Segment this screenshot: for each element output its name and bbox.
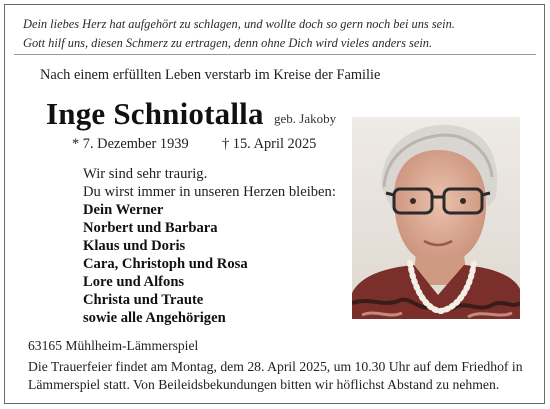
mourner: Klaus und Doris xyxy=(83,238,186,254)
deceased-name: Inge Schniotalla xyxy=(46,96,264,131)
mourner: Dein Werner xyxy=(83,202,164,218)
mourner: Cara, Christoph und Rosa xyxy=(83,256,248,272)
mourner: sowie alle Angehörigen xyxy=(83,310,226,326)
intro-text: Nach einem erfüllten Leben verstarb im Kreise der Familie xyxy=(40,67,381,83)
quote xyxy=(23,15,455,53)
mourning-line: Wir sind sehr traurig. xyxy=(83,166,208,182)
funeral-info xyxy=(28,358,523,394)
quote-line: Gott hilf uns, diesen Schmerz zu ertragen, denn ohne Dich wird vieles anders sein. xyxy=(23,36,433,50)
mourner: Norbert und Barbara xyxy=(83,220,218,236)
divider-top xyxy=(14,54,536,55)
mourner: Christa und Traute xyxy=(83,292,204,308)
birth-name: geb. Jakoby xyxy=(274,111,337,126)
funeral-line: Die Trauerfeier findet am Montag, dem 28. April 2025, um 10.30 Uhr auf dem Friedhof in xyxy=(28,359,523,374)
mourning-line: Du wirst immer in unseren Herzen bleiben: xyxy=(83,184,336,200)
place-line: 63165 Mühlheim-Lämmerspiel xyxy=(28,338,199,353)
death-date: † 15. April 2025 xyxy=(222,136,317,152)
birth-date: * 7. Dezember 1939 xyxy=(72,136,189,152)
portrait-photo xyxy=(352,117,520,319)
funeral-line: Lämmerspiel statt. Von Beileidsbekundungen bitten wir höflichst Abstand zu nehmen. xyxy=(28,377,500,392)
quote-line: Dein liebes Herz hat aufgehört zu schlagen, und wollte doch so gern noch bei uns sein. xyxy=(23,17,455,31)
mourners-block xyxy=(83,165,336,327)
mourner: Lore und Alfons xyxy=(83,274,185,290)
